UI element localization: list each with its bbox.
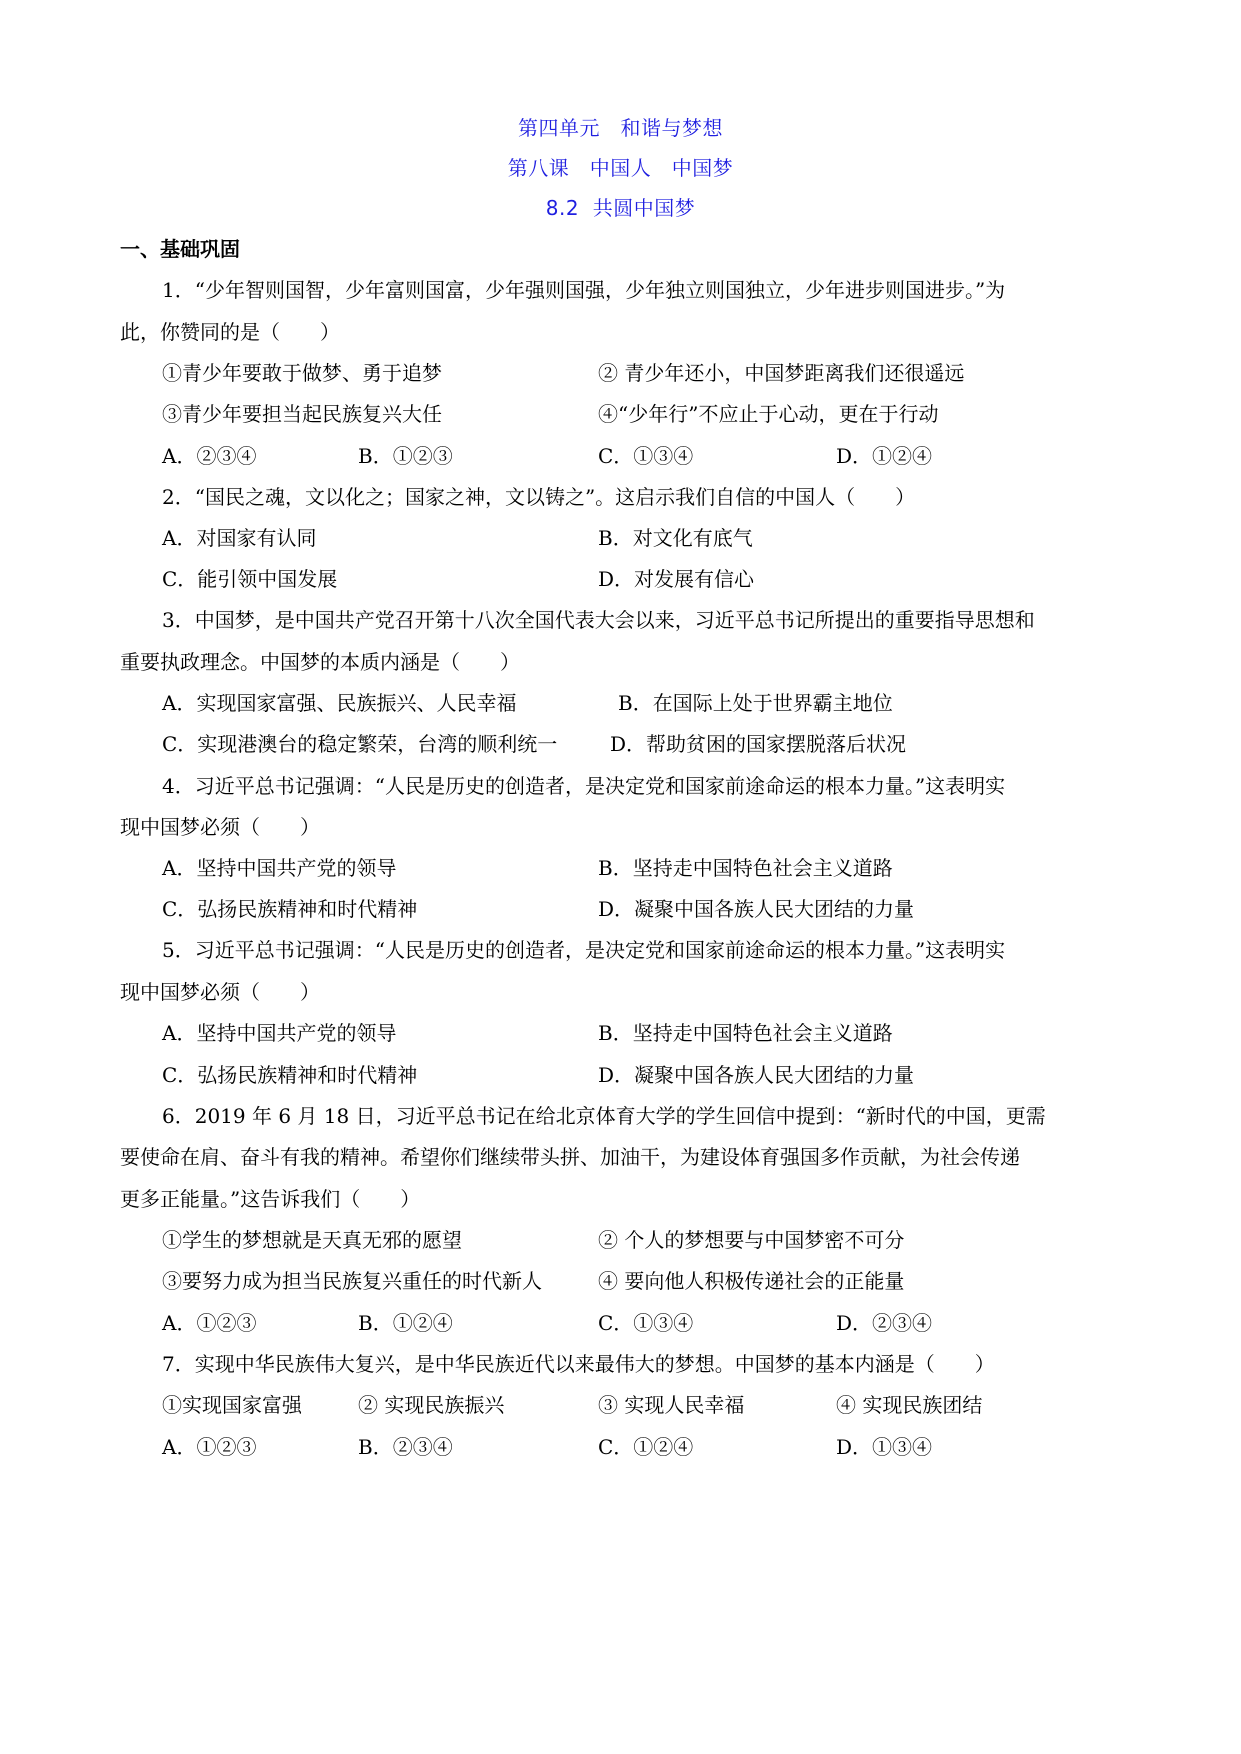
- question-1-statement-4: ④“少年行”不应止于心动，更在于行动: [598, 402, 939, 426]
- question-3-stem-line-2: 重要执政理念。中国梦的本质内涵是（ ）: [120, 650, 520, 674]
- question-4-option-c: C．弘扬民族精神和时代精神: [162, 897, 418, 921]
- question-1-statement-3: ③青少年要担当起民族复兴大任: [162, 402, 442, 426]
- question-6-option-d: D．②③④: [836, 1311, 933, 1335]
- question-6-option-c: C．①③④: [598, 1311, 694, 1335]
- question-1-stem-line-2: 此，你赞同的是（ ）: [120, 320, 340, 344]
- question-6-stem-line-3: 更多正能量。”这告诉我们（ ）: [120, 1187, 421, 1211]
- question-6-stem-line-2: 要使命在肩、奋斗有我的精神。希望你们继续带头拼、加油干，为建设体育强国多作贡献，为社会传递: [120, 1145, 1020, 1169]
- question-3-option-d: D．帮助贫困的国家摆脱落后状况: [610, 732, 907, 756]
- question-5-option-a: A．坚持中国共产党的领导: [162, 1021, 397, 1045]
- question-6-option-a: A．①②③: [162, 1311, 257, 1335]
- question-1-statement-2: ② 青少年还小，中国梦距离我们还很遥远: [598, 361, 965, 385]
- question-2-option-c: C．能引领中国发展: [162, 567, 338, 591]
- question-1-option-c: C．①③④: [598, 444, 694, 468]
- question-6-option-b: B．①②④: [358, 1311, 453, 1335]
- question-7-option-d: D．①③④: [836, 1435, 933, 1459]
- question-4-stem-line-1: 4．习近平总书记强调：“人民是历史的创造者，是决定党和国家前途命运的根本力量。”这表明实: [162, 774, 1006, 798]
- question-3-stem-line-1: 3．中国梦，是中国共产党召开第十八次全国代表大会以来，习近平总书记所提出的重要指导思想和: [162, 608, 1035, 632]
- question-6-statement-3: ③要努力成为担当民族复兴重任的时代新人: [162, 1269, 542, 1293]
- question-5-option-b: B．坚持走中国特色社会主义道路: [598, 1021, 893, 1045]
- question-4-option-b: B．坚持走中国特色社会主义道路: [598, 856, 893, 880]
- question-3-option-b: B．在国际上处于世界霸主地位: [618, 691, 893, 715]
- question-7-statement-1: ①实现国家富强: [162, 1393, 302, 1417]
- section-heading: 一、基础巩固: [120, 237, 240, 261]
- section-title: 8.2 共圆中国梦: [545, 196, 696, 220]
- question-7-statement-3: ③ 实现人民幸福: [598, 1393, 745, 1417]
- question-2-option-b: B．对文化有底气: [598, 526, 753, 550]
- question-6-statement-2: ② 个人的梦想要与中国梦密不可分: [598, 1228, 905, 1252]
- question-2-option-d: D．对发展有信心: [598, 567, 755, 591]
- question-7-statement-4: ④ 实现民族团结: [836, 1393, 983, 1417]
- question-3-option-a: A．实现国家富强、民族振兴、人民幸福: [162, 691, 517, 715]
- question-5-option-c: C．弘扬民族精神和时代精神: [162, 1063, 418, 1087]
- question-4-option-d: D．凝聚中国各族人民大团结的力量: [598, 897, 915, 921]
- question-4-stem-line-2: 现中国梦必须（ ）: [120, 815, 320, 839]
- question-5-option-d: D．凝聚中国各族人民大团结的力量: [598, 1063, 915, 1087]
- question-2-option-a: A．对国家有认同: [162, 526, 317, 550]
- question-1-option-d: D．①②④: [836, 444, 933, 468]
- question-6-stem-line-1: 6．2019 年 6 月 18 日，习近平总书记在给北京体育大学的学生回信中提到：“新时代的中国，更需: [162, 1104, 1046, 1128]
- question-7-option-a: A．①②③: [162, 1435, 257, 1459]
- question-7-statement-2: ② 实现民族振兴: [358, 1393, 505, 1417]
- question-5-stem-line-2: 现中国梦必须（ ）: [120, 980, 320, 1004]
- question-7-option-b: B．②③④: [358, 1435, 453, 1459]
- question-4-option-a: A．坚持中国共产党的领导: [162, 856, 397, 880]
- question-7-stem-line-1: 7．实现中华民族伟大复兴，是中华民族近代以来最伟大的梦想。中国梦的基本内涵是（ ）: [162, 1352, 995, 1376]
- question-2-stem-line-1: 2．“国民之魂，文以化之；国家之神，文以铸之”。这启示我们自信的中国人（ ）: [162, 485, 916, 509]
- question-1-option-a: A．②③④: [162, 444, 257, 468]
- question-7-option-c: C．①②④: [598, 1435, 694, 1459]
- question-6-statement-1: ①学生的梦想就是天真无邪的愿望: [162, 1228, 462, 1252]
- question-5-stem-line-1: 5．习近平总书记强调：“人民是历史的创造者，是决定党和国家前途命运的根本力量。”这表明实: [162, 938, 1006, 962]
- question-1-option-b: B．①②③: [358, 444, 453, 468]
- question-3-option-c: C．实现港澳台的稳定繁荣，台湾的顺利统一: [162, 732, 558, 756]
- question-1-stem-line-1: 1．“少年智则国智，少年富则国富，少年强则国强，少年独立则国独立，少年进步则国进步。”为: [162, 278, 1006, 302]
- question-6-statement-4: ④ 要向他人积极传递社会的正能量: [598, 1269, 905, 1293]
- lesson-title: 第八课 中国人 中国梦: [507, 156, 734, 180]
- question-1-statement-1: ①青少年要敢于做梦、勇于追梦: [162, 361, 442, 385]
- unit-title: 第四单元 和谐与梦想: [518, 116, 723, 140]
